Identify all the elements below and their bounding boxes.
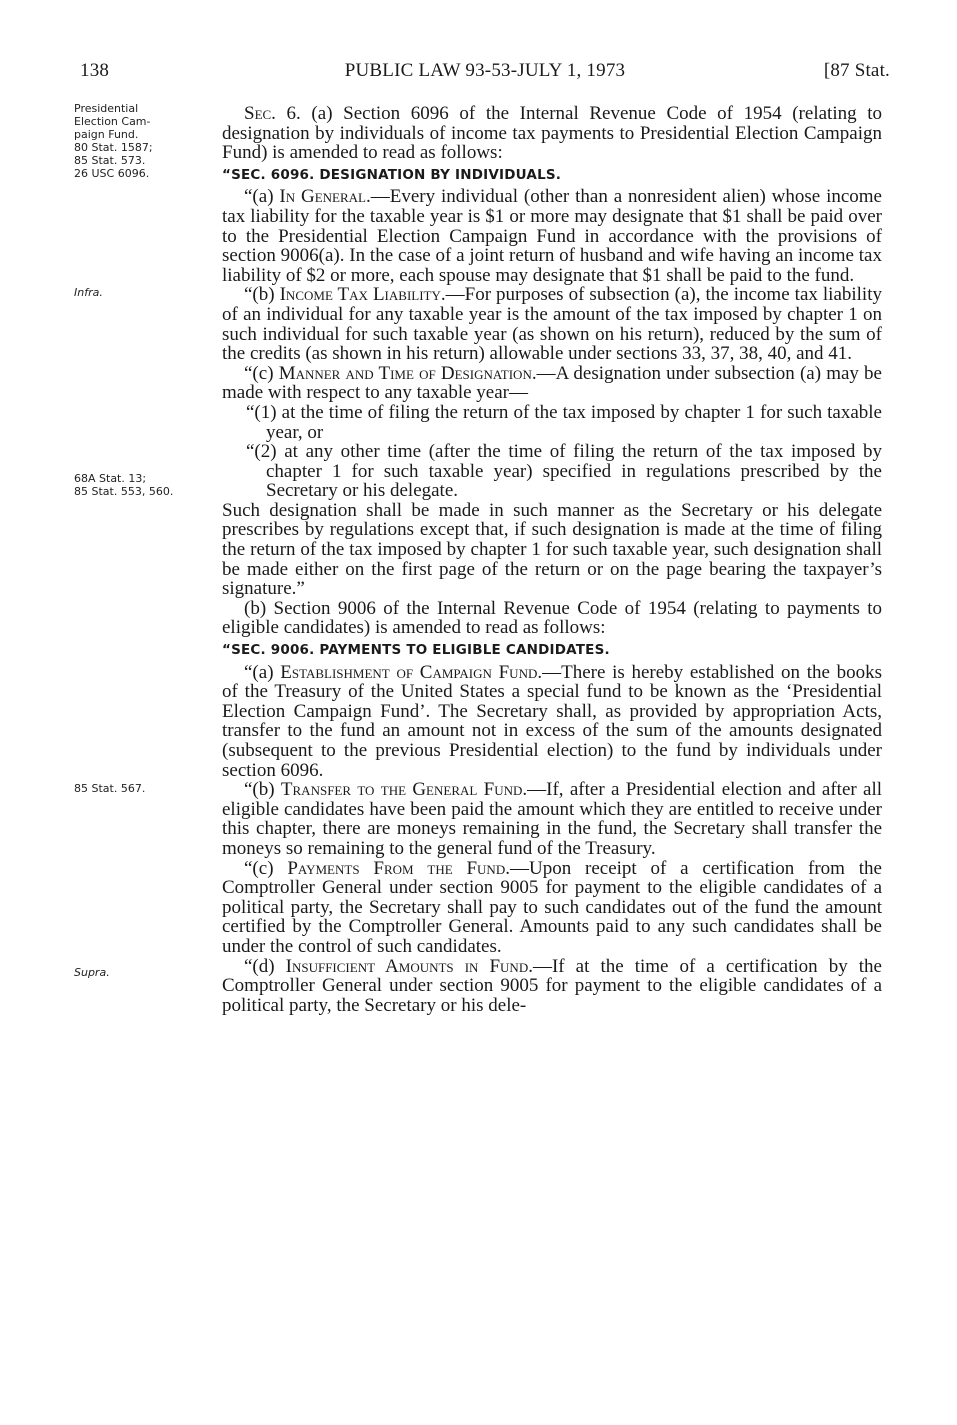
subsection-prefix: “(a): [244, 186, 280, 208]
margin-note-line: Presidential: [74, 102, 139, 115]
heading-sec-6096: “SEC. 6096. DESIGNATION BY INDIVIDUALS.: [222, 166, 562, 183]
section-intro-text: (a) Section 6096 of the Internal Revenue Code of 1954 (relating to designation by individuals of income tax payments to Presidential Election Campaign Fund) is amended to read as follows:: [222, 103, 882, 164]
subsection-prefix: “(c): [244, 857, 288, 879]
subsection-text: —A designation under subsection (a) may be made with respect to any taxable year—: [222, 362, 882, 404]
paragraph-c1: “(1) at the time of filing the return of the tax imposed by chapter 1 for such taxable year, or: [246, 401, 882, 443]
subsection-prefix: “(a): [244, 661, 281, 683]
margin-note-line: Election Cam-: [74, 115, 151, 128]
paragraph-c2: “(2) at any other time (after the time of filing the return of the tax imposed by chapter 1 for such taxable year) specified in regulations prescribed by the Secretary or his delegate.: [246, 441, 882, 502]
subsection-b: [222, 285, 882, 363]
subsection-text: —If, after a Presidential election and after all eligible candidates have been paid the amount which they are entitled to receive under this chapter, there are moneys remaining in the fund, the Secretary shall transfer the moneys so remaining to the general fund of the Treasury.: [222, 779, 883, 859]
header-title: PUBLIC LAW 93-53-JULY 1, 1973: [344, 60, 626, 81]
margin-note-line: paign Fund.: [74, 128, 139, 141]
subsection-title: Manner and Time of Designation.: [278, 362, 537, 384]
subsection-text: —For purposes of subsection (a), the income tax liability of an individual for any taxable year is the amount of the tax imposed by chapter 1 on such individual for such taxable year (as shown on his return), reduced by the sum of the credits (as shown in his return) allowable under sections 33, 37, 38, 40, and 41.: [222, 284, 882, 365]
margin-note-line: 85 Stat. 553, 560.: [74, 485, 174, 498]
subsection-9006-b: [222, 780, 882, 858]
margin-notes: [74, 100, 219, 1400]
subsection-title: In General.: [279, 186, 371, 208]
subsection-title: Insufficient Amounts in Fund.: [285, 955, 533, 977]
subsection-9006-c: [222, 859, 882, 957]
subsection-text: —Every individual (other than a nonresident alien) whose income tax liability for the taxable year is $1 or more may designate that $1 shall be paid over to the Presidential Election Campaign Fund in accordance with the provisions of section 9006(a). In the case of a joint return of husband and wife having an income tax liability of $2 or more, each spouse may designate that $1 shall be paid to the fund.: [222, 186, 882, 286]
subsection-9006-a: [222, 663, 882, 781]
margin-note-85-stat-567: 85 Stat. 567.: [74, 782, 146, 795]
subsection-text: —If at the time of a certification by the Comptroller General under section 9005 for payment to the eligible candidates of a political party, the Secretary or his dele-: [222, 955, 882, 1016]
margin-note-stat-refs: [74, 472, 214, 498]
subsection-a: [222, 187, 882, 285]
subsection-prefix: “(d): [244, 955, 286, 977]
heading-sec-9006: “SEC. 9006. PAYMENTS TO ELIGIBLE CANDIDATES.: [222, 642, 610, 659]
subsection-c: [222, 364, 882, 403]
margin-note-line: 85 Stat. 573.: [74, 154, 146, 167]
subsection-title: Transfer to the General Fund.: [280, 779, 528, 801]
section-6-intro: [222, 104, 882, 163]
margin-note-infra: Infra.: [74, 286, 103, 299]
page-number: 138: [80, 60, 110, 81]
margin-note-line: 68A Stat. 13;: [74, 472, 147, 485]
page-header: [80, 60, 890, 90]
statute-body: [222, 104, 882, 1015]
subsection-text: —There is hereby established on the books of the Treasury of the United States a special fund to be known as the ‘Presidential Election Campaign Fund’. The Secretary shall, as provided by appropriation Acts, transfer to the fund an amount not in excess of the sum of the amounts designated (subsequent to the previous Presidential election) to the fund by individuals under section 6096.: [222, 661, 883, 781]
margin-note-line: 80 Stat. 1587;: [74, 141, 153, 154]
section-6-b: (b) Section 9006 of the Internal Revenue Code of 1954 (relating to payments to eligible candidates) is amended to read as follows:: [222, 597, 882, 639]
subsection-prefix: “(b): [244, 779, 281, 801]
margin-note-campaign-fund: [74, 102, 214, 180]
subsection-prefix: “(c): [244, 362, 279, 384]
margin-note-line: 26 USC 6096.: [74, 167, 150, 180]
subsection-title: Payments From the Fund.: [287, 857, 510, 879]
subsection-c-closing: Such designation shall be made in such manner as the Secretary or his delegate prescribes by regulations except that, if such designation is made at the time of filing the return of the tax imposed by chapter 1 for such taxable year, such designation shall be made either on the first page of the return or on the page bearing the taxpayer’s signature.”: [222, 499, 882, 600]
margin-note-supra: Supra.: [74, 966, 110, 979]
subsection-text: —Upon receipt of a certification from the Comptroller General under section 9005 for payment to the eligible candidates of a political party, the Secretary shall pay to such candidates out of the fund the amount certified by the Comptroller General. Amounts paid to any such candidates shall be under the control of such candidates.: [222, 857, 882, 957]
subsection-prefix: “(b): [244, 284, 280, 306]
subsection-9006-d: [222, 957, 882, 1016]
subsection-title: Establishment of Campaign Fund.: [280, 661, 543, 683]
header-citation: [87 Stat.: [823, 60, 890, 81]
section-label: Sec. 6.: [244, 103, 301, 124]
subsection-title: Income Tax Liability.: [279, 284, 446, 306]
